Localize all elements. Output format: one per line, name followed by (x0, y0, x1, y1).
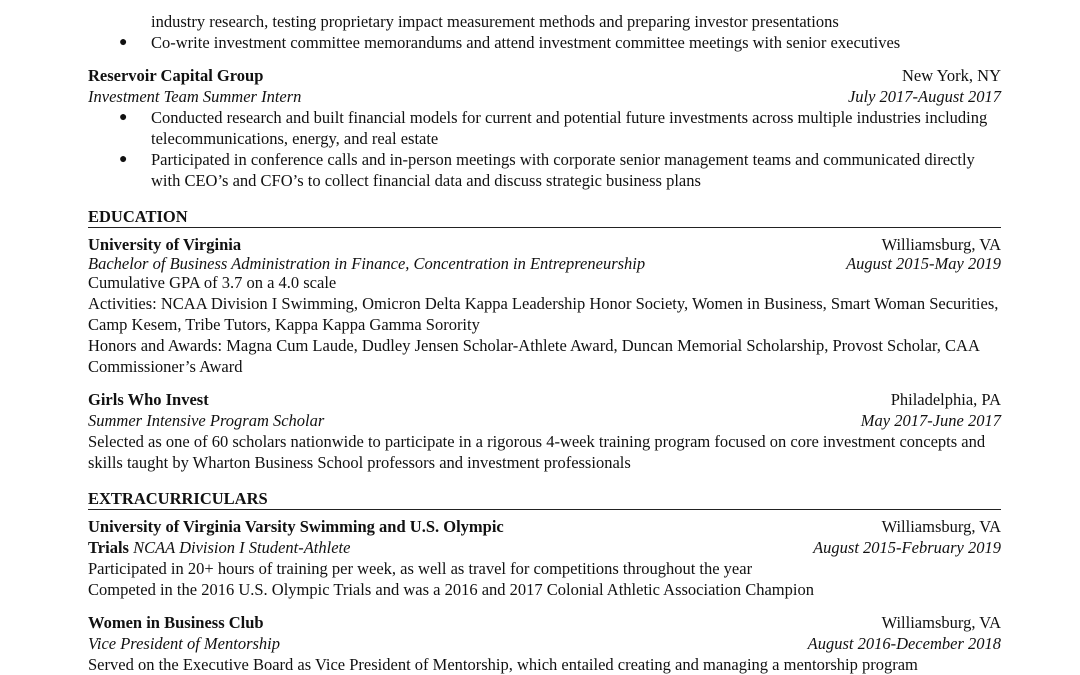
degree: Bachelor of Business Administration in Finance, Concentration in Entrepreneurship (88, 254, 646, 273)
experience-reservoir (88, 65, 1001, 191)
date-range: August 2015-May 2019 (846, 254, 1001, 273)
bullet-text: Co-write investment committee memorandums and attend investment committee meetings with senior executives (151, 33, 901, 52)
entry-subheader (88, 86, 1001, 107)
location: Williamsburg, VA (881, 613, 1001, 632)
entry-subheader (88, 633, 1001, 654)
bullet-item (88, 107, 1001, 149)
organization-name: Women in Business Club (88, 613, 264, 632)
organization-name: University of Virginia Varsity Swimming and U.S. Olympic (88, 517, 504, 536)
organization-name: University of Virginia (88, 235, 242, 254)
entry-header (88, 234, 1001, 255)
date-range: August 2015-February 2019 (813, 538, 1001, 557)
organization-name-continued: Trials (88, 538, 134, 557)
education-uva (88, 234, 1001, 377)
role-title: Summer Intensive Program Scholar (88, 411, 325, 430)
location: Philadelphia, PA (890, 390, 1001, 409)
location: New York, NY (901, 66, 1001, 85)
entry-subheader (88, 410, 1001, 431)
entry-header (88, 389, 1001, 410)
bullet-continuation (88, 11, 1001, 32)
role-title: NCAA Division I Student-Athlete (133, 538, 351, 557)
description-line: Participated in 20+ hours of training per week, as well as travel for competitions throughout the year (88, 559, 753, 578)
entry-header (88, 65, 1001, 86)
location: Williamsburg, VA (881, 517, 1001, 536)
entry-subheader (88, 537, 1001, 558)
organization-name: Reservoir Capital Group (88, 66, 264, 85)
entry-header (88, 612, 1001, 633)
extracurricular-women-in-business (88, 612, 1001, 675)
honors: Honors and Awards: Magna Cum Laude, Dudley Jensen Scholar-Athlete Award, Duncan Memorial Scholarship, Provost Scholar, CAA Commissioner’s Award (88, 336, 979, 376)
activities: Activities: NCAA Division I Swimming, Omicron Delta Kappa Leadership Honor Society, Women in Business, Smart Woman Securities, Camp Kesem, Tribe Tutors, Kappa Kappa Gamma Sorority (88, 294, 999, 334)
education-girls-who-invest (88, 389, 1001, 473)
entry-header (88, 516, 1001, 537)
section-heading-education: EDUCATION (88, 207, 1001, 228)
role-title: Investment Team Summer Intern (88, 87, 302, 106)
bullet-text: Participated in conference calls and in-person meetings with corporate senior management teams and communicated directly with CEO’s and CFO’s to collect financial data and discuss strategic business plans (151, 150, 975, 190)
description-line-partial: Served on the Executive Board as Vice President of Mentorship, which entailed creating and managing a mentorship program (88, 655, 918, 674)
previous-role-bullets (88, 11, 1001, 53)
bullet-icon: ● (119, 152, 128, 167)
previous-role-continuation (88, 0, 1001, 53)
organization-name: Girls Who Invest (88, 390, 209, 409)
resume-content (88, 0, 1001, 675)
section-heading-extracurriculars: EXTRACURRICULARS (88, 489, 1001, 510)
entry-subheader (88, 255, 1001, 272)
description-line: Competed in the 2016 U.S. Olympic Trials and was a 2016 and 2017 Colonial Athletic Association Champion (88, 580, 814, 599)
gpa: Cumulative GPA of 3.7 on a 4.0 scale (88, 273, 337, 292)
reservoir-bullets (88, 107, 1001, 191)
bullet-icon: ● (119, 35, 128, 50)
bullet-item (88, 32, 1001, 53)
role-title: Vice President of Mentorship (88, 634, 280, 653)
location: Williamsburg, VA (881, 235, 1001, 254)
bullet-text: industry research, testing proprietary impact measurement methods and preparing investor presentations (151, 12, 839, 31)
date-range: August 2016-December 2018 (807, 634, 1001, 653)
bullet-icon: ● (119, 110, 128, 125)
bullet-text: Conducted research and built financial models for current and potential future investments across multiple industries including telecommunications, energy, and real estate (151, 108, 988, 148)
cut-off-line (88, 0, 1001, 11)
extracurricular-swimming (88, 516, 1001, 600)
date-range: May 2017-June 2017 (860, 411, 1001, 430)
date-range: July 2017-August 2017 (847, 87, 1001, 106)
description: Selected as one of 60 scholars nationwide to participate in a rigorous 4-week training program focused on core investment concepts and skills taught by Wharton Business School professors and investment professionals (88, 432, 986, 472)
bullet-item (88, 149, 1001, 191)
